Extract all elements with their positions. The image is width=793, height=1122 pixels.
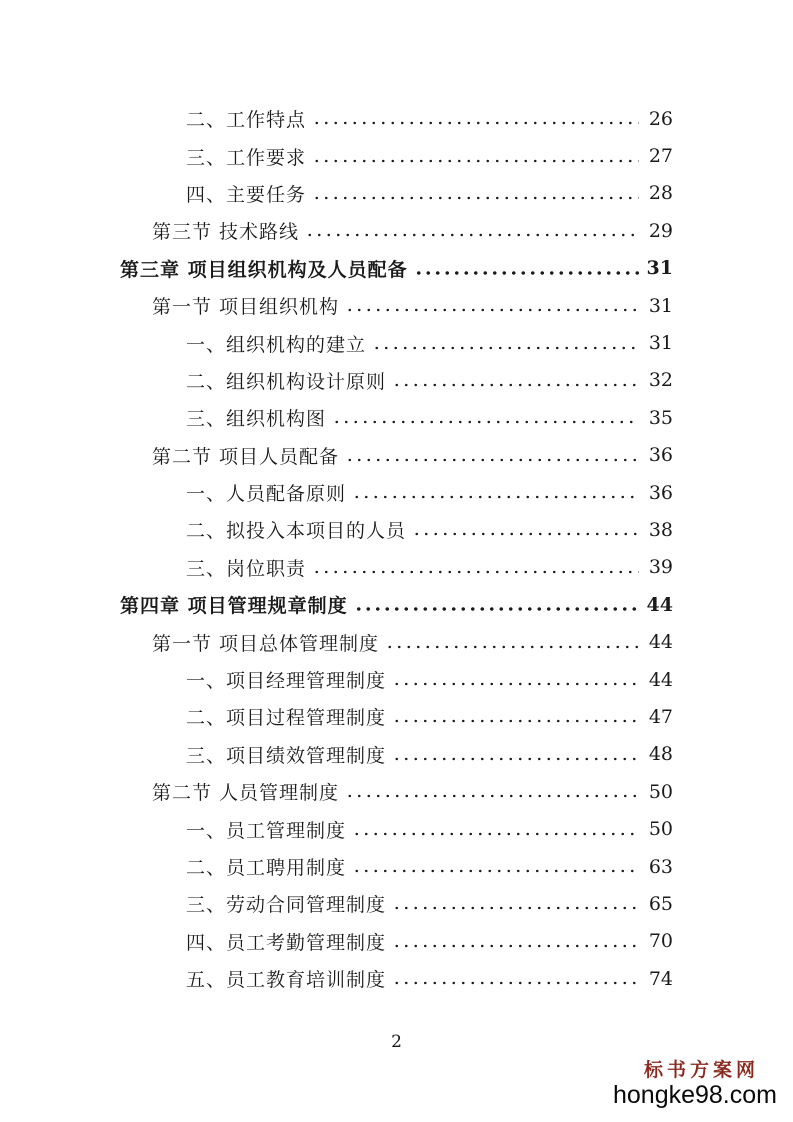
toc-dot-leader bbox=[332, 408, 639, 427]
toc-entry-label: 三、项目绩效管理制度 bbox=[186, 744, 387, 767]
toc-subsection-entry[interactable] bbox=[0, 960, 793, 997]
toc-entry-label: 二、员工聘用制度 bbox=[186, 857, 347, 879]
toc-dot-leader bbox=[392, 670, 639, 689]
toc-dot-leader bbox=[312, 147, 639, 166]
toc-entry-label: 四、主要任务 bbox=[186, 183, 307, 206]
toc-entry-label: 三、劳动合同管理制度 bbox=[186, 894, 387, 917]
toc-entry-page: 44 bbox=[648, 668, 673, 691]
toc-subsection-entry[interactable] bbox=[0, 474, 793, 511]
toc-dot-leader bbox=[312, 184, 639, 203]
toc-dot-leader bbox=[392, 932, 639, 951]
toc-entry-page: 47 bbox=[648, 705, 673, 728]
toc-entry-page: 50 bbox=[648, 818, 673, 841]
toc-section-entry[interactable] bbox=[0, 287, 793, 324]
toc-subsection-entry[interactable] bbox=[0, 923, 793, 960]
toc-dot-leader bbox=[414, 259, 639, 278]
toc-entry-label: 第四章 项目管理规章制度 bbox=[120, 595, 348, 618]
toc-entry-page: 29 bbox=[648, 219, 673, 242]
toc-entry-page: 35 bbox=[648, 406, 673, 429]
toc-entry-page: 63 bbox=[648, 855, 673, 878]
toc-subsection-entry[interactable] bbox=[0, 175, 793, 212]
toc-entry-page: 74 bbox=[648, 967, 673, 990]
toc-subsection-entry[interactable] bbox=[0, 736, 793, 773]
toc-subsection-entry[interactable] bbox=[0, 549, 793, 586]
toc-chapter-entry[interactable] bbox=[0, 586, 793, 623]
toc-entry-page: 31 bbox=[646, 257, 673, 280]
toc-entry-label: 一、项目经理管理制度 bbox=[186, 670, 387, 693]
toc-subsection-entry[interactable] bbox=[0, 362, 793, 399]
toc-section-entry[interactable] bbox=[0, 437, 793, 474]
toc-entry-page: 28 bbox=[648, 182, 673, 205]
toc-subsection-entry[interactable] bbox=[0, 399, 793, 436]
toc-section-entry[interactable] bbox=[0, 212, 793, 249]
toc-dot-leader bbox=[392, 745, 639, 764]
toc-entry-page: 44 bbox=[646, 593, 673, 616]
toc-entry-label: 第一节 项目组织机构 bbox=[152, 296, 340, 319]
toc-dot-leader bbox=[312, 558, 639, 577]
toc-entry-label: 二、项目过程管理制度 bbox=[186, 707, 387, 730]
toc-entry-page: 26 bbox=[648, 107, 673, 130]
toc-entry-label: 三、工作要求 bbox=[186, 146, 307, 169]
toc-entry-label: 第二节 人员管理制度 bbox=[152, 782, 340, 805]
toc-entry-label: 第二节 项目人员配备 bbox=[152, 445, 340, 468]
toc-subsection-entry[interactable] bbox=[0, 137, 793, 174]
toc-dot-leader bbox=[345, 782, 639, 801]
toc-entry-label: 第一节 项目总体管理制度 bbox=[152, 632, 380, 655]
toc-dot-leader bbox=[412, 520, 639, 539]
toc-entry-label: 第三章 项目组织机构及人员配备 bbox=[120, 258, 408, 281]
toc-entry-page: 31 bbox=[648, 332, 673, 355]
toc-dot-leader bbox=[372, 334, 639, 353]
watermark-logo bbox=[613, 1055, 777, 1108]
toc-section-entry[interactable] bbox=[0, 773, 793, 810]
page-number: 2 bbox=[391, 1032, 402, 1052]
toc-entry-page: 27 bbox=[648, 145, 673, 168]
toc-dot-leader bbox=[352, 820, 639, 839]
toc-entry-label: 二、拟投入本项目的人员 bbox=[186, 520, 407, 543]
toc-subsection-entry[interactable] bbox=[0, 698, 793, 735]
toc-subsection-entry[interactable] bbox=[0, 885, 793, 922]
toc-subsection-entry[interactable] bbox=[0, 511, 793, 548]
toc-dot-leader bbox=[392, 969, 639, 988]
toc-entry-page: 70 bbox=[648, 930, 673, 953]
toc-subsection-entry[interactable] bbox=[0, 100, 793, 137]
toc-entry-page: 50 bbox=[648, 780, 673, 803]
toc-dot-leader bbox=[352, 483, 639, 502]
toc-entry-page: 48 bbox=[648, 743, 673, 766]
toc-dot-leader bbox=[312, 109, 639, 128]
watermark-site-name: 标书方案网 bbox=[643, 1059, 759, 1081]
toc-entry-label: 三、组织机构图 bbox=[186, 408, 327, 431]
toc-entry-label: 三、岗位职责 bbox=[186, 557, 307, 580]
toc-entry-page: 31 bbox=[648, 294, 673, 317]
toc-subsection-entry[interactable] bbox=[0, 810, 793, 847]
watermark-url: hongke98.com bbox=[612, 1081, 777, 1109]
toc-entry-page: 44 bbox=[648, 631, 673, 654]
toc-entry-label: 一、组织机构的建立 bbox=[186, 333, 367, 356]
toc-dot-leader bbox=[352, 857, 639, 876]
toc-entry-page: 36 bbox=[648, 444, 673, 467]
toc-dot-leader bbox=[354, 595, 639, 614]
toc-entry-page: 32 bbox=[648, 369, 673, 392]
toc-entry-label: 二、组织机构设计原则 bbox=[186, 370, 387, 393]
toc-entry-page: 36 bbox=[648, 481, 673, 504]
toc-dot-leader bbox=[345, 446, 639, 465]
toc-entry-page: 38 bbox=[648, 518, 673, 541]
toc-dot-leader bbox=[385, 633, 639, 652]
toc-dot-leader bbox=[392, 707, 639, 726]
toc-dot-leader bbox=[392, 894, 639, 913]
toc-entry-label: 二、工作特点 bbox=[186, 109, 307, 132]
toc-entry-label: 四、员工考勤管理制度 bbox=[186, 931, 387, 954]
toc-section-entry[interactable] bbox=[0, 623, 793, 660]
table-of-contents bbox=[0, 100, 793, 997]
toc-entry-page: 65 bbox=[648, 892, 673, 915]
toc-dot-leader bbox=[345, 296, 639, 315]
toc-entry-label: 一、人员配备原则 bbox=[186, 483, 347, 506]
toc-entry-page: 39 bbox=[648, 556, 673, 579]
toc-entry-label: 一、员工管理制度 bbox=[186, 819, 347, 842]
toc-dot-leader bbox=[392, 371, 639, 390]
toc-entry-label: 五、员工教育培训制度 bbox=[186, 969, 387, 992]
toc-entry-label: 第三节 技术路线 bbox=[152, 221, 300, 244]
toc-subsection-entry[interactable] bbox=[0, 324, 793, 361]
toc-chapter-entry[interactable] bbox=[0, 250, 793, 287]
toc-subsection-entry[interactable] bbox=[0, 848, 793, 885]
toc-subsection-entry[interactable] bbox=[0, 661, 793, 698]
toc-dot-leader bbox=[305, 221, 639, 240]
